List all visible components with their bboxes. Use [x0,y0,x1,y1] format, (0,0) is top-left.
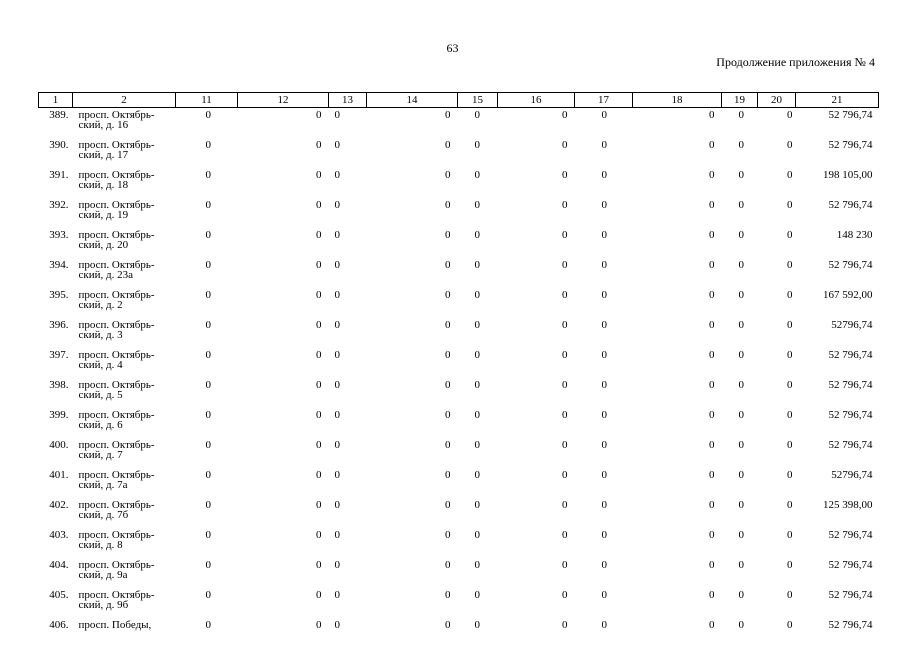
value-cell-14: 0 [367,558,458,588]
value-cell-16: 0 [498,138,575,168]
value-cell-11: 0 [176,288,238,318]
value-cell-14: 0 [367,288,458,318]
value-cell-18: 0 [633,618,722,648]
table-row [39,168,879,198]
value-cell-17: 0 [575,108,633,139]
row-number: 393. [39,228,73,258]
address-cell: просп. Октябрь-ский, д. 7а [73,468,176,498]
value-cell-19: 0 [722,348,758,378]
value-cell-18: 0 [633,378,722,408]
value-cell-15: 0 [458,228,498,258]
value-cell-17: 0 [575,588,633,618]
row-number: 397. [39,348,73,378]
value-cell-17: 0 [575,228,633,258]
value-cell-20: 0 [758,318,796,348]
address-cell: просп. Октябрь-ский, д. 16 [73,108,176,139]
value-cell-11: 0 [176,258,238,288]
value-cell-19: 0 [722,438,758,468]
value-cell-16: 0 [498,108,575,139]
value-cell-12: 0 [238,498,329,528]
value-cell-13: 0 [329,528,367,558]
value-cell-16: 0 [498,228,575,258]
header-row [39,93,879,108]
column-header-12: 12 [238,93,329,108]
value-cell-15: 0 [458,618,498,648]
value-cell-13: 0 [329,198,367,228]
value-cell-17: 0 [575,318,633,348]
address-cell: просп. Октябрь-ский, д. 6 [73,408,176,438]
total-cell: 52 796,74 [796,348,879,378]
address-cell: просп. Октябрь-ский, д. 3 [73,318,176,348]
value-cell-20: 0 [758,198,796,228]
value-cell-18: 0 [633,438,722,468]
value-cell-15: 0 [458,138,498,168]
value-cell-20: 0 [758,108,796,139]
value-cell-17: 0 [575,558,633,588]
value-cell-11: 0 [176,138,238,168]
data-table [38,92,879,648]
column-header-17: 17 [575,93,633,108]
value-cell-17: 0 [575,498,633,528]
row-number: 403. [39,528,73,558]
value-cell-19: 0 [722,618,758,648]
value-cell-16: 0 [498,288,575,318]
value-cell-15: 0 [458,318,498,348]
total-cell: 167 592,00 [796,288,879,318]
value-cell-16: 0 [498,378,575,408]
value-cell-11: 0 [176,228,238,258]
value-cell-18: 0 [633,528,722,558]
value-cell-19: 0 [722,588,758,618]
value-cell-11: 0 [176,168,238,198]
value-cell-14: 0 [367,138,458,168]
value-cell-13: 0 [329,228,367,258]
value-cell-20: 0 [758,228,796,258]
value-cell-14: 0 [367,378,458,408]
value-cell-16: 0 [498,258,575,288]
value-cell-19: 0 [722,228,758,258]
total-cell: 148 230 [796,228,879,258]
value-cell-11: 0 [176,108,238,139]
value-cell-12: 0 [238,438,329,468]
address-cell: просп. Октябрь-ский, д. 23а [73,258,176,288]
value-cell-11: 0 [176,558,238,588]
value-cell-20: 0 [758,168,796,198]
table-row [39,528,879,558]
value-cell-19: 0 [722,288,758,318]
value-cell-18: 0 [633,318,722,348]
value-cell-20: 0 [758,528,796,558]
value-cell-12: 0 [238,138,329,168]
row-number: 390. [39,138,73,168]
total-cell: 52796,74 [796,318,879,348]
value-cell-14: 0 [367,438,458,468]
value-cell-19: 0 [722,138,758,168]
value-cell-17: 0 [575,468,633,498]
value-cell-12: 0 [238,588,329,618]
column-header-15: 15 [458,93,498,108]
continuation-label: Продолжение приложения № 4 [716,55,875,70]
value-cell-18: 0 [633,558,722,588]
column-header-1: 1 [39,93,73,108]
column-header-16: 16 [498,93,575,108]
value-cell-20: 0 [758,618,796,648]
value-cell-20: 0 [758,438,796,468]
value-cell-14: 0 [367,498,458,528]
value-cell-18: 0 [633,288,722,318]
column-header-21: 21 [796,93,879,108]
value-cell-13: 0 [329,288,367,318]
column-header-20: 20 [758,93,796,108]
value-cell-14: 0 [367,198,458,228]
value-cell-13: 0 [329,258,367,288]
value-cell-17: 0 [575,378,633,408]
value-cell-12: 0 [238,198,329,228]
value-cell-13: 0 [329,408,367,438]
value-cell-14: 0 [367,318,458,348]
value-cell-11: 0 [176,588,238,618]
column-header-13: 13 [329,93,367,108]
row-number: 394. [39,258,73,288]
total-cell: 52796,74 [796,468,879,498]
value-cell-14: 0 [367,108,458,139]
value-cell-11: 0 [176,318,238,348]
row-number: 401. [39,468,73,498]
value-cell-14: 0 [367,168,458,198]
value-cell-13: 0 [329,498,367,528]
table-row [39,198,879,228]
value-cell-20: 0 [758,258,796,288]
table-row [39,408,879,438]
value-cell-11: 0 [176,528,238,558]
table-row [39,108,879,139]
table-row [39,618,879,648]
value-cell-18: 0 [633,408,722,438]
table-row [39,468,879,498]
value-cell-15: 0 [458,258,498,288]
value-cell-13: 0 [329,348,367,378]
address-cell: просп. Октябрь-ский, д. 2 [73,288,176,318]
value-cell-12: 0 [238,618,329,648]
table-row [39,228,879,258]
value-cell-13: 0 [329,468,367,498]
row-number: 405. [39,588,73,618]
table-row [39,498,879,528]
table-header [39,93,879,108]
value-cell-20: 0 [758,378,796,408]
value-cell-13: 0 [329,168,367,198]
total-cell: 52 796,74 [796,378,879,408]
value-cell-11: 0 [176,468,238,498]
value-cell-13: 0 [329,588,367,618]
value-cell-18: 0 [633,258,722,288]
row-number: 391. [39,168,73,198]
value-cell-14: 0 [367,348,458,378]
row-number: 400. [39,438,73,468]
row-number: 392. [39,198,73,228]
total-cell: 52 796,74 [796,558,879,588]
value-cell-11: 0 [176,408,238,438]
value-cell-16: 0 [498,528,575,558]
value-cell-18: 0 [633,498,722,528]
total-cell: 52 796,74 [796,198,879,228]
total-cell: 52 796,74 [796,108,879,139]
value-cell-16: 0 [498,618,575,648]
address-cell: просп. Октябрь-ский, д. 17 [73,138,176,168]
value-cell-16: 0 [498,438,575,468]
address-cell: просп. Октябрь-ский, д. 9а [73,558,176,588]
value-cell-13: 0 [329,138,367,168]
value-cell-19: 0 [722,528,758,558]
row-number: 406. [39,618,73,648]
address-cell: просп. Октябрь-ский, д. 7б [73,498,176,528]
table-row [39,258,879,288]
value-cell-19: 0 [722,378,758,408]
total-cell: 52 796,74 [796,528,879,558]
value-cell-17: 0 [575,348,633,378]
value-cell-13: 0 [329,618,367,648]
value-cell-15: 0 [458,408,498,438]
value-cell-13: 0 [329,318,367,348]
value-cell-17: 0 [575,138,633,168]
value-cell-11: 0 [176,198,238,228]
value-cell-11: 0 [176,618,238,648]
value-cell-13: 0 [329,378,367,408]
value-cell-12: 0 [238,528,329,558]
value-cell-16: 0 [498,588,575,618]
value-cell-20: 0 [758,138,796,168]
value-cell-15: 0 [458,378,498,408]
value-cell-12: 0 [238,168,329,198]
total-cell: 198 105,00 [796,168,879,198]
value-cell-19: 0 [722,558,758,588]
value-cell-16: 0 [498,198,575,228]
address-cell: просп. Октябрь-ский, д. 18 [73,168,176,198]
table-row [39,288,879,318]
total-cell: 125 398,00 [796,498,879,528]
value-cell-15: 0 [458,588,498,618]
value-cell-13: 0 [329,438,367,468]
value-cell-15: 0 [458,348,498,378]
value-cell-15: 0 [458,168,498,198]
address-cell: просп. Октябрь-ский, д. 4 [73,348,176,378]
value-cell-13: 0 [329,108,367,139]
value-cell-11: 0 [176,438,238,468]
value-cell-20: 0 [758,558,796,588]
total-cell: 52 796,74 [796,438,879,468]
row-number: 402. [39,498,73,528]
value-cell-16: 0 [498,558,575,588]
row-number: 389. [39,108,73,139]
address-cell: просп. Октябрь-ский, д. 9б [73,588,176,618]
value-cell-15: 0 [458,528,498,558]
value-cell-20: 0 [758,348,796,378]
value-cell-12: 0 [238,378,329,408]
value-cell-18: 0 [633,138,722,168]
value-cell-14: 0 [367,228,458,258]
row-number: 395. [39,288,73,318]
value-cell-17: 0 [575,258,633,288]
value-cell-15: 0 [458,468,498,498]
address-cell: просп. Победы, [73,618,176,648]
value-cell-12: 0 [238,558,329,588]
table-row [39,588,879,618]
value-cell-19: 0 [722,258,758,288]
value-cell-19: 0 [722,108,758,139]
column-header-2: 2 [73,93,176,108]
value-cell-17: 0 [575,288,633,318]
column-header-19: 19 [722,93,758,108]
page-number: 63 [0,41,905,56]
value-cell-18: 0 [633,228,722,258]
value-cell-18: 0 [633,168,722,198]
value-cell-18: 0 [633,108,722,139]
value-cell-16: 0 [498,318,575,348]
row-number: 404. [39,558,73,588]
value-cell-17: 0 [575,438,633,468]
table-body [39,108,879,648]
value-cell-18: 0 [633,198,722,228]
value-cell-12: 0 [238,288,329,318]
row-number: 398. [39,378,73,408]
value-cell-15: 0 [458,288,498,318]
value-cell-18: 0 [633,348,722,378]
value-cell-15: 0 [458,198,498,228]
address-cell: просп. Октябрь-ский, д. 8 [73,528,176,558]
total-cell: 52 796,74 [796,618,879,648]
total-cell: 52 796,74 [796,138,879,168]
value-cell-16: 0 [498,468,575,498]
total-cell: 52 796,74 [796,588,879,618]
value-cell-18: 0 [633,588,722,618]
address-cell: просп. Октябрь-ский, д. 5 [73,378,176,408]
value-cell-14: 0 [367,618,458,648]
value-cell-12: 0 [238,108,329,139]
table-row [39,318,879,348]
value-cell-20: 0 [758,498,796,528]
table-row [39,438,879,468]
value-cell-16: 0 [498,348,575,378]
value-cell-20: 0 [758,288,796,318]
value-cell-17: 0 [575,618,633,648]
value-cell-12: 0 [238,348,329,378]
value-cell-13: 0 [329,558,367,588]
value-cell-17: 0 [575,528,633,558]
address-cell: просп. Октябрь-ский, д. 19 [73,198,176,228]
value-cell-12: 0 [238,318,329,348]
value-cell-15: 0 [458,108,498,139]
value-cell-19: 0 [722,198,758,228]
table-row [39,558,879,588]
column-header-18: 18 [633,93,722,108]
value-cell-11: 0 [176,378,238,408]
value-cell-14: 0 [367,408,458,438]
row-number: 399. [39,408,73,438]
value-cell-19: 0 [722,468,758,498]
value-cell-11: 0 [176,348,238,378]
value-cell-19: 0 [722,168,758,198]
column-header-11: 11 [176,93,238,108]
value-cell-16: 0 [498,168,575,198]
value-cell-16: 0 [498,408,575,438]
value-cell-20: 0 [758,468,796,498]
value-cell-17: 0 [575,198,633,228]
value-cell-14: 0 [367,588,458,618]
value-cell-12: 0 [238,408,329,438]
value-cell-14: 0 [367,468,458,498]
value-cell-14: 0 [367,258,458,288]
table-row [39,378,879,408]
table-row [39,348,879,378]
value-cell-15: 0 [458,558,498,588]
value-cell-20: 0 [758,408,796,438]
value-cell-19: 0 [722,318,758,348]
value-cell-19: 0 [722,408,758,438]
row-number: 396. [39,318,73,348]
value-cell-16: 0 [498,498,575,528]
value-cell-15: 0 [458,498,498,528]
address-cell: просп. Октябрь-ский, д. 7 [73,438,176,468]
value-cell-12: 0 [238,258,329,288]
address-cell: просп. Октябрь-ский, д. 20 [73,228,176,258]
value-cell-19: 0 [722,498,758,528]
value-cell-17: 0 [575,168,633,198]
value-cell-11: 0 [176,498,238,528]
value-cell-15: 0 [458,438,498,468]
value-cell-18: 0 [633,468,722,498]
total-cell: 52 796,74 [796,258,879,288]
value-cell-12: 0 [238,228,329,258]
total-cell: 52 796,74 [796,408,879,438]
value-cell-14: 0 [367,528,458,558]
column-header-14: 14 [367,93,458,108]
value-cell-17: 0 [575,408,633,438]
value-cell-12: 0 [238,468,329,498]
table-row [39,138,879,168]
value-cell-20: 0 [758,588,796,618]
